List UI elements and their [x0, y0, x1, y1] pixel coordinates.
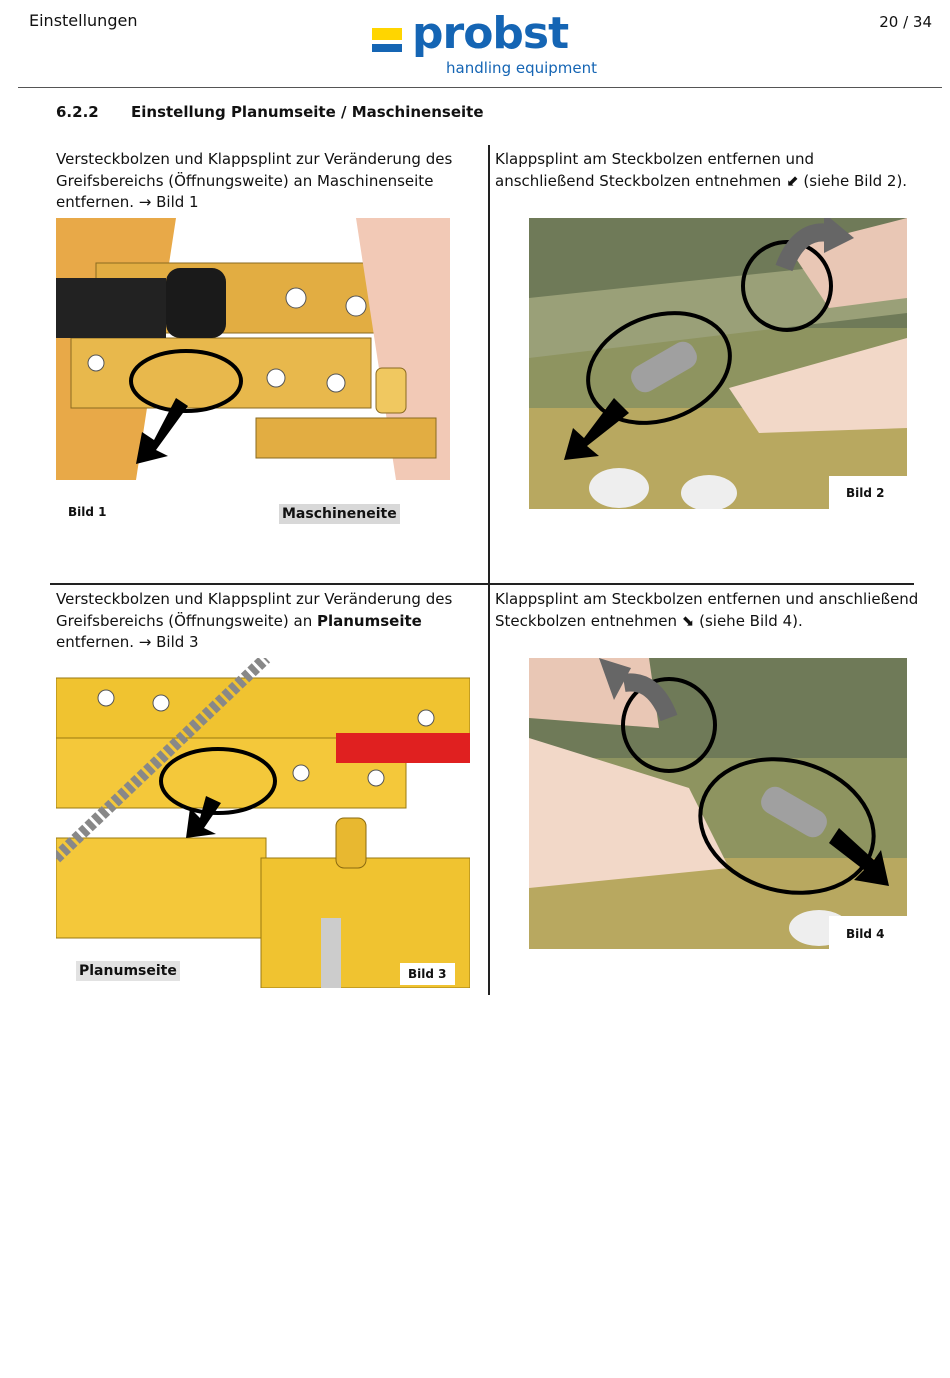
section-title: Einstellung Planumseite / Maschinenseite — [131, 103, 484, 121]
cell3-instruction — [56, 589, 476, 654]
cell2-instruction: Klappsplint am Steckbolzen entfernen und anschließend Steckbolzen entnehmen ⬋ (siehe Bild 2). — [495, 150, 908, 190]
cell3-text-bold: Planumseite — [316, 611, 422, 630]
bild1-image — [56, 218, 450, 480]
cell3-text-pre: Versteckbolzen und Klappsplint zur Veränderung des Greifsbereichs (Öffnungsweite) an — [56, 590, 453, 630]
grid-vertical-top — [488, 145, 490, 583]
page-number: 20 / 34 — [879, 13, 932, 31]
cell1-instruction: Versteckbolzen und Klappsplint zur Veränderung des Greifsbereichs (Öffnungsweite) an Maschinenseite entfernen. → Bild 1 — [56, 150, 453, 211]
planumseite-label: Planumseite — [76, 961, 180, 981]
cell4-instruction: Klappsplint am Steckbolzen entfernen und anschließend Steckbolzen entnehmen ⬊ (siehe Bild 4). — [495, 590, 919, 630]
logo-yellow-bar — [372, 28, 402, 40]
logo-wordmark: probst — [412, 8, 569, 59]
grid-horizontal — [50, 583, 914, 585]
probst-logo — [372, 8, 602, 82]
logo-tagline: handling equipment — [446, 59, 598, 77]
maschinenseite-label: Maschineneite — [279, 504, 400, 524]
header-rule — [18, 87, 942, 88]
bild3-caption: Bild 3 — [400, 963, 455, 985]
bild2-image — [529, 218, 907, 509]
cell3-text-post: entfernen. → Bild 3 — [56, 633, 199, 651]
bild4-image — [529, 658, 907, 949]
bild4-caption: Bild 4 — [838, 923, 893, 945]
section-number: 6.2.2 — [56, 103, 99, 121]
bild1-caption: Bild 1 — [60, 501, 115, 523]
header-section-title: Einstellungen — [29, 11, 138, 30]
bild2-caption: Bild 2 — [838, 482, 893, 504]
bild3-image — [56, 658, 470, 988]
grid-vertical-bottom — [488, 585, 490, 995]
logo-blue-bar — [372, 44, 402, 52]
